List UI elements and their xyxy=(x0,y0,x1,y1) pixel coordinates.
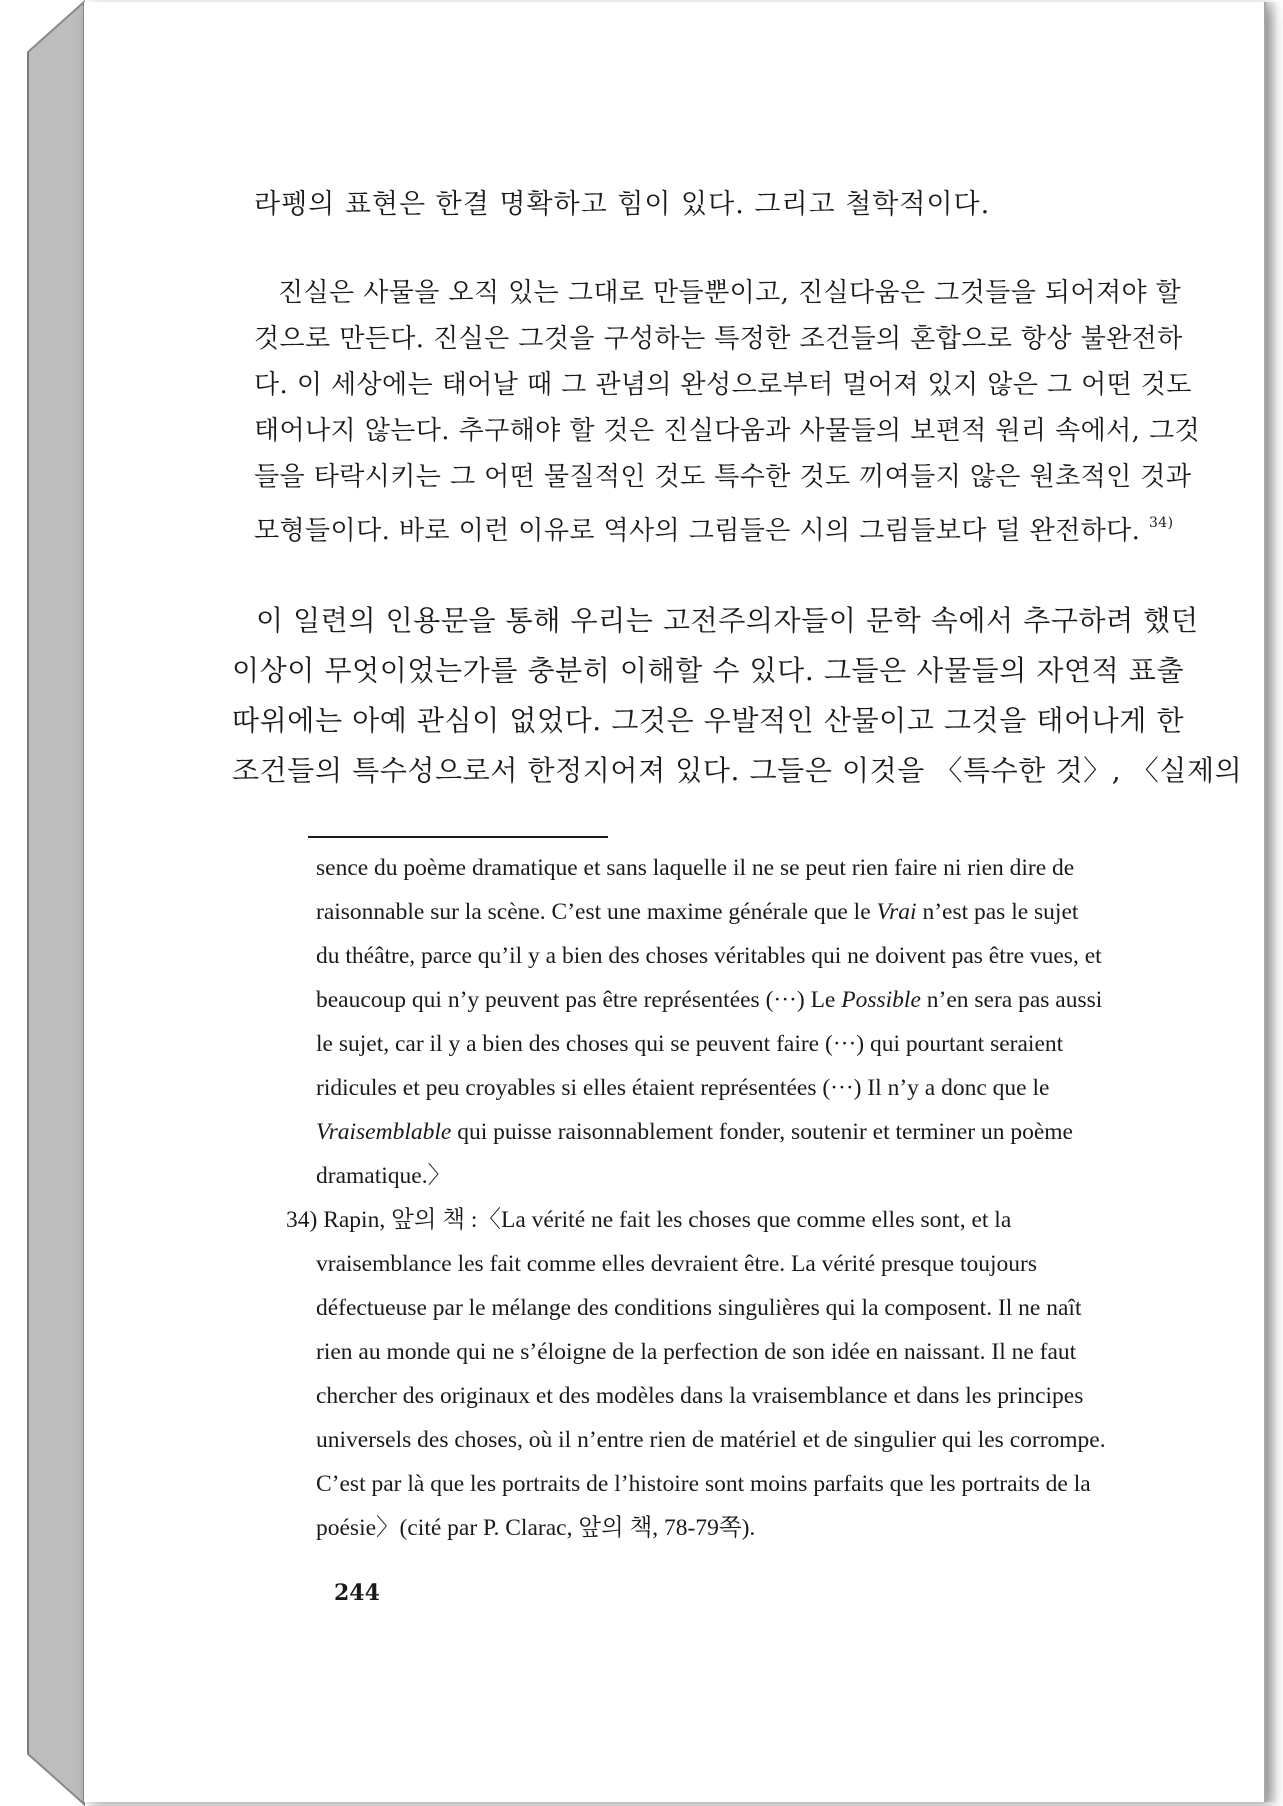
footnotes xyxy=(286,846,1226,1550)
footnote-italic: Vraisemblable xyxy=(316,1119,452,1145)
quote-line: 진실은 사물을 오직 있는 그대로 만들뿐이고, 진실다움은 그것들을 되어져야 할 xyxy=(278,278,1182,308)
block-quote xyxy=(254,270,1222,546)
footnote-34-line: chercher des originaux et des modèles dans la vraisemblance et dans les principes xyxy=(316,1383,1084,1409)
footnote-33-line: le sujet, car il y a bien des choses qui se peuvent faire (···) qui pourtant seraient xyxy=(316,1031,1064,1057)
footnote-text: qui puisse raisonnablement fonder, soutenir et terminer un poème xyxy=(451,1119,1073,1145)
body-paragraph xyxy=(232,596,1243,796)
footnote-text: n’est pas le sujet xyxy=(916,899,1079,925)
footnote-divider xyxy=(308,836,608,838)
footnote-34-line: défectueuse par le mélange des conditions singulières qui la composent. Il ne naît xyxy=(316,1295,1082,1321)
footnote-33-line: du théâtre, parce qu’il y a bien des choses véritables qui ne doivent pas être vues, et xyxy=(316,943,1102,969)
body-line: 이상이 무엇이었는가를 충분히 이해할 수 있다. 그들은 사물들의 자연적 표출 xyxy=(232,654,1185,687)
quote-line: 것으로 만든다. 진실은 그것을 구성하는 특정한 조건들의 혼합으로 항상 불완전하 xyxy=(254,324,1183,354)
footnote-34-line: 34) Rapin, 앞의 책 :〈La vérité ne fait les choses que comme elles sont, et la xyxy=(286,1207,1012,1233)
footnote-34-line: universels des choses, où il n’entre rien de matériel et de singulier qui les corrompe. xyxy=(316,1427,1106,1453)
book-page xyxy=(84,2,1266,1802)
footnote-34-line: rien au monde qui ne s’éloigne de la perfection de son idée en naissant. Il ne faut xyxy=(316,1339,1077,1365)
quote-line-text: 모형들이다. 바로 이런 이유로 역사의 그림들은 시의 그림들보다 덜 완전하다. xyxy=(254,516,1141,546)
footnote-italic: Vrai xyxy=(876,899,917,925)
footnote-34-line: poésie〉(cité par P. Clarac, 앞의 책, 78-79쪽). xyxy=(316,1515,756,1541)
footnote-text: n’en sera pas aussi xyxy=(920,987,1103,1013)
quote-line: 태어나지 않는다. 추구해야 할 것은 진실다움과 사물들의 보편적 원리 속에서, 그것 xyxy=(254,416,1201,446)
footnote-33-line: sence du poème dramatique et sans laquelle il ne se peut rien faire ni rien dire de xyxy=(316,855,1075,881)
footnote-ref-34[interactable]: 34) xyxy=(1148,515,1174,531)
footnote-text: raisonnable sur la scène. C’est une maxime générale que le xyxy=(316,899,877,925)
footnote-33-line: ridicules et peu croyables si elles étaient représentées (···) Il n’y a donc que le xyxy=(316,1075,1050,1101)
lead-paragraph: 라펭의 표현은 한결 명확하고 힘이 있다. 그리고 철학적이다. xyxy=(254,189,991,220)
footnote-33-line xyxy=(316,890,1226,934)
footnote-33-line xyxy=(316,978,1226,1022)
body-line: 이 일련의 인용문을 통해 우리는 고전주의자들이 문학 속에서 추구하려 했던 xyxy=(256,604,1199,637)
quote-line-last xyxy=(254,500,1222,546)
footnote-34-line: vraisemblance les fait comme elles devraient être. La vérité presque toujours xyxy=(316,1251,1038,1277)
footnote-33-line: dramatique.〉 xyxy=(316,1163,452,1189)
footnote-italic: Possible xyxy=(841,987,921,1013)
body-line: 따위에는 아예 관심이 없었다. 그것은 우발적인 산물이고 그것을 태어나게 한 xyxy=(232,704,1185,737)
page-number: 244 xyxy=(334,1580,380,1606)
body-line: 조건들의 특수성으로서 한정지어져 있다. 그들은 이것을 〈특수한 것〉, 〈실제의 xyxy=(232,754,1243,787)
footnote-33-line xyxy=(316,1110,1226,1154)
quote-line: 들을 타락시키는 그 어떤 물질적인 것도 특수한 것도 끼여들지 않은 원초적인 것과 xyxy=(254,462,1192,492)
quote-line: 다. 이 세상에는 태어날 때 그 관념의 완성으로부터 멀어져 있지 않은 그 어떤 것도 xyxy=(254,370,1192,400)
footnote-text: beaucoup qui n’y peuvent pas être représentées (···) Le xyxy=(316,987,842,1013)
footnote-34-line: C’est par là que les portraits de l’histoire sont moins parfaits que les portraits de la xyxy=(316,1471,1091,1497)
